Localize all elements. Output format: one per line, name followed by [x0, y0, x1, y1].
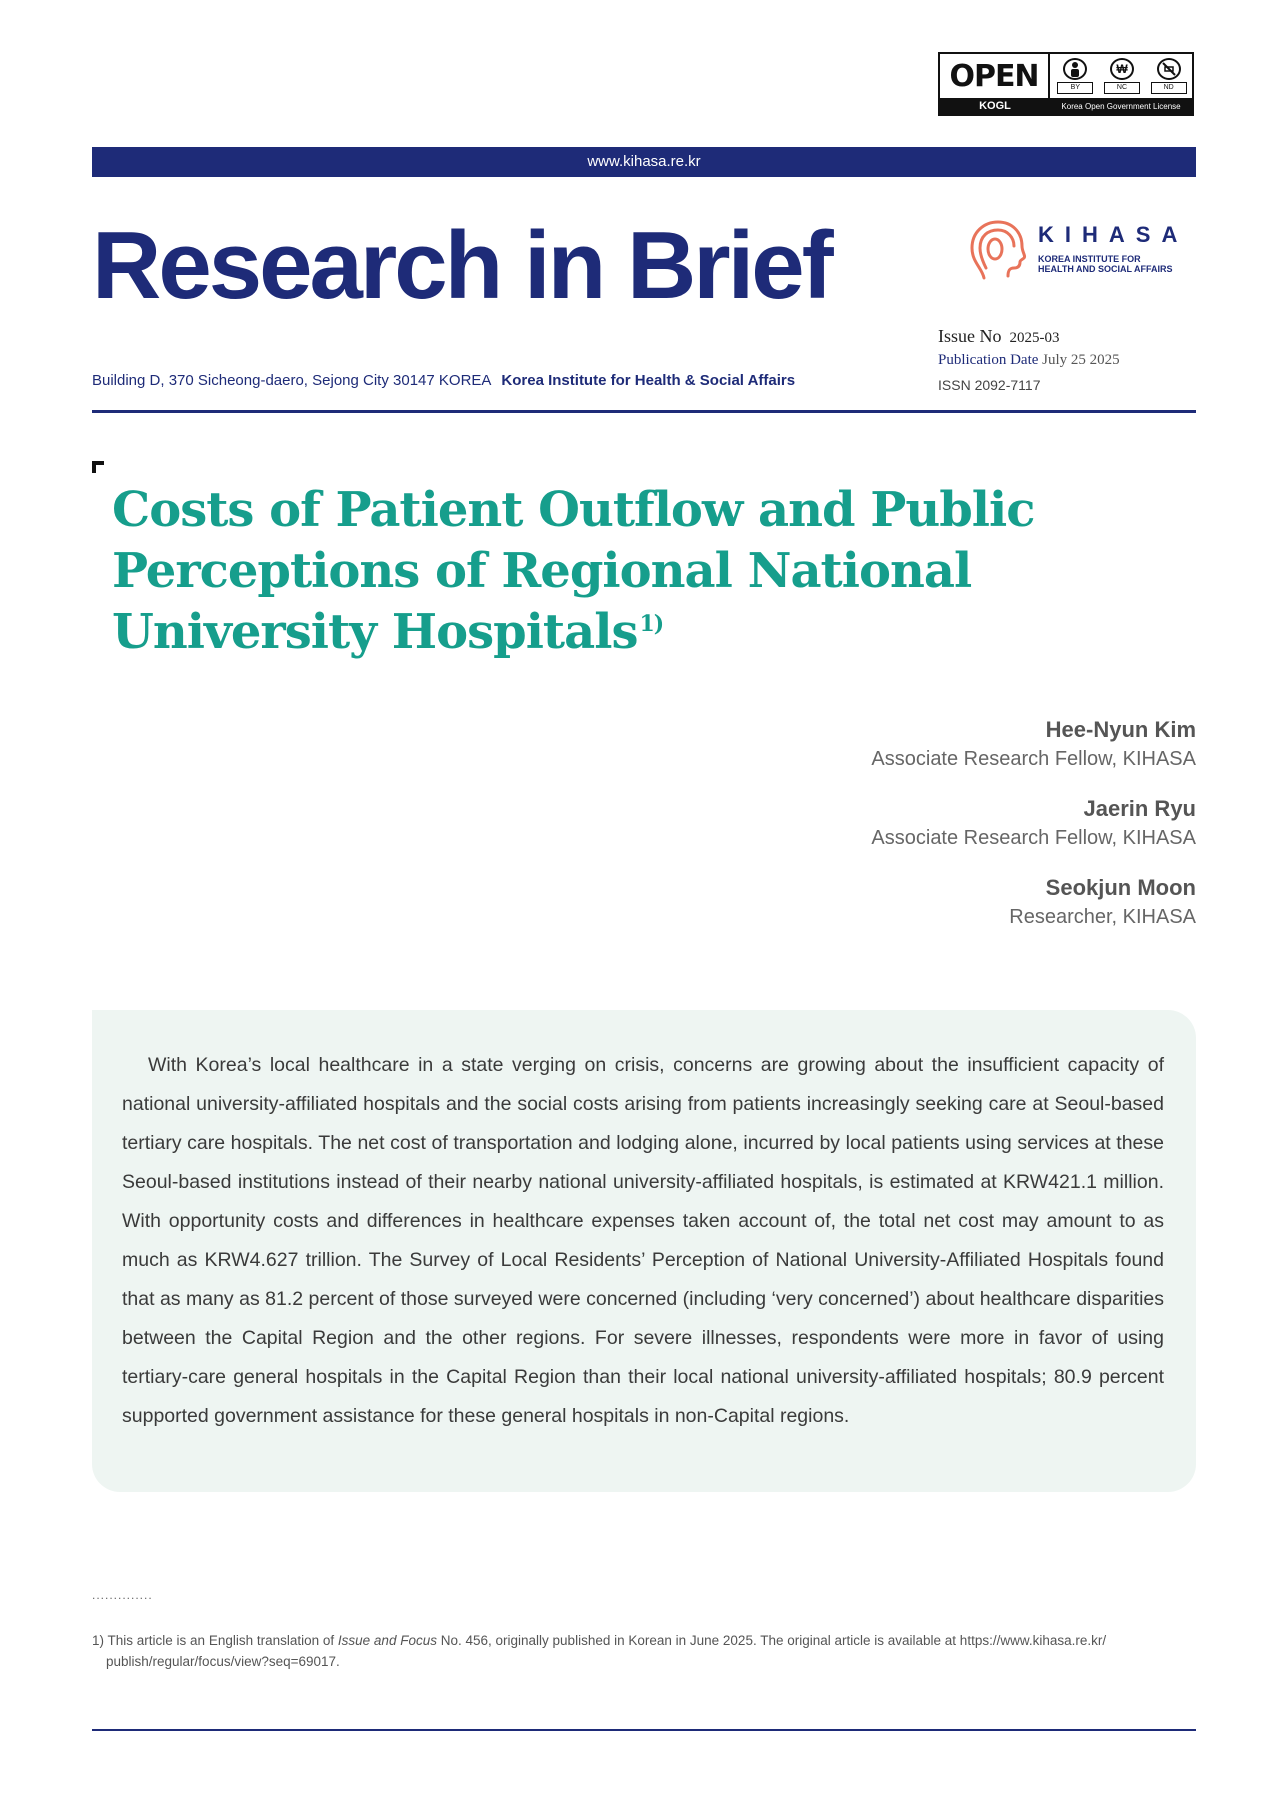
- author-entry: [596, 874, 1196, 932]
- publication-date-label: Publication Date: [938, 352, 1039, 368]
- kogl-label: KOGL: [979, 100, 1011, 112]
- nc-license-item: [1103, 58, 1141, 94]
- footnote-text-before: This article is an English translation of: [107, 1633, 335, 1648]
- nd-license-item: [1150, 58, 1188, 94]
- nc-label: NC: [1104, 82, 1140, 94]
- author-role: Associate Research Fellow, KIHASA: [871, 748, 1196, 770]
- head-profile-icon: [962, 216, 1028, 284]
- publication-title: Research in Brief: [92, 212, 831, 319]
- issn: ISSN 2092-7117: [938, 377, 1041, 393]
- author-role: Associate Research Fellow, KIHASA: [871, 827, 1196, 849]
- logo-wordmark: KIHASA: [1038, 222, 1189, 247]
- author-entry: [596, 716, 1196, 774]
- nd-label: ND: [1151, 82, 1187, 94]
- website-url-bar[interactable]: www.kihasa.re.kr: [92, 147, 1196, 177]
- issue-info: [938, 326, 1198, 393]
- by-label: BY: [1057, 82, 1093, 94]
- kogl-license-badge: [938, 52, 1194, 116]
- abstract-box: [92, 1010, 1196, 1492]
- logo-subtitle-line2: HEALTH AND SOCIAL AFFAIRS: [1038, 264, 1173, 274]
- publication-date: July 25 2025: [1042, 352, 1120, 368]
- address-line: [92, 372, 795, 389]
- author-entry: [596, 795, 1196, 853]
- address: Building D, 370 Sicheong-daero, Sejong City 30147 KOREA: [92, 372, 492, 389]
- article-title: [112, 480, 1182, 663]
- author-list: [596, 716, 1196, 953]
- footnote-text-continued[interactable]: publish/regular/focus/view?seq=69017.: [106, 1654, 340, 1669]
- author-name: Jaerin Ryu: [1083, 796, 1196, 821]
- footnote-publication: Issue and Focus: [337, 1633, 437, 1648]
- footnote-marker: 1): [92, 1633, 105, 1648]
- by-license-item: [1056, 58, 1094, 94]
- footnote: [92, 1630, 1196, 1672]
- footnote-separator: ..............: [92, 1588, 153, 1602]
- author-name: Hee-Nyun Kim: [1045, 717, 1196, 742]
- abstract-text: With Korea’s local healthcare in a state verging on crisis, concerns are growing about the insufficient capacity of national university-affiliated hospitals and the social costs arising from patients increasingly seeking care at Seoul-based tertiary care hospitals. The net cost of transportation and lodging alone, incurred by local patients using services at these Seoul-based institutions instead of their nearby national university-affiliated hospitals, is estimated at KRW421.1 million. With opportunity costs and differences in healthcare expenses taken account of, the total net cost may amount to as much as KRW4.627 trillion. The Survey of Local Residents’ Perception of National University-Affiliated Hospitals found that as many as 81.2 percent of those surveyed were concerned (including ‘very concerned’) about healthcare disparities between the Capital Region and the other regions. For severe illnesses, respondents were more in favor of using tertiary-care general hospitals in the Capital Region than their local national university-affiliated hospitals; 80.9 percent supported government assistance for these general hospitals in non-Capital regions.: [122, 1054, 1164, 1427]
- footer-divider: [92, 1729, 1196, 1731]
- article-title-text: Costs of Patient Outflow and Public Perceptions of Regional National University Hospitals: [112, 482, 1035, 660]
- header-divider: [92, 410, 1196, 413]
- kihasa-logo: [962, 216, 1196, 284]
- author-name: Seokjun Moon: [1045, 875, 1196, 900]
- no-commercial-icon: ₩: [1110, 58, 1134, 80]
- issue-label: Issue No: [938, 326, 1002, 346]
- institute-name: Korea Institute for Health & Social Affairs: [501, 372, 796, 389]
- footnote-text-after[interactable]: No. 456, originally published in Korean in June 2025. The original article is available at https://www.kihasa.re.kr/: [440, 1633, 1107, 1648]
- author-role: Researcher, KIHASA: [1009, 906, 1196, 928]
- no-derivative-icon: [1157, 58, 1181, 80]
- corner-bracket-icon: [92, 461, 104, 473]
- person-icon: [1063, 58, 1087, 80]
- logo-subtitle-line1: KOREA INSTITUTE FOR: [1038, 254, 1141, 264]
- footnote-reference[interactable]: 1): [639, 611, 664, 637]
- open-label: OPEN: [940, 54, 1050, 98]
- issue-number: 2025-03: [1009, 330, 1060, 346]
- kogl-full-name: Korea Open Government License: [1061, 101, 1181, 111]
